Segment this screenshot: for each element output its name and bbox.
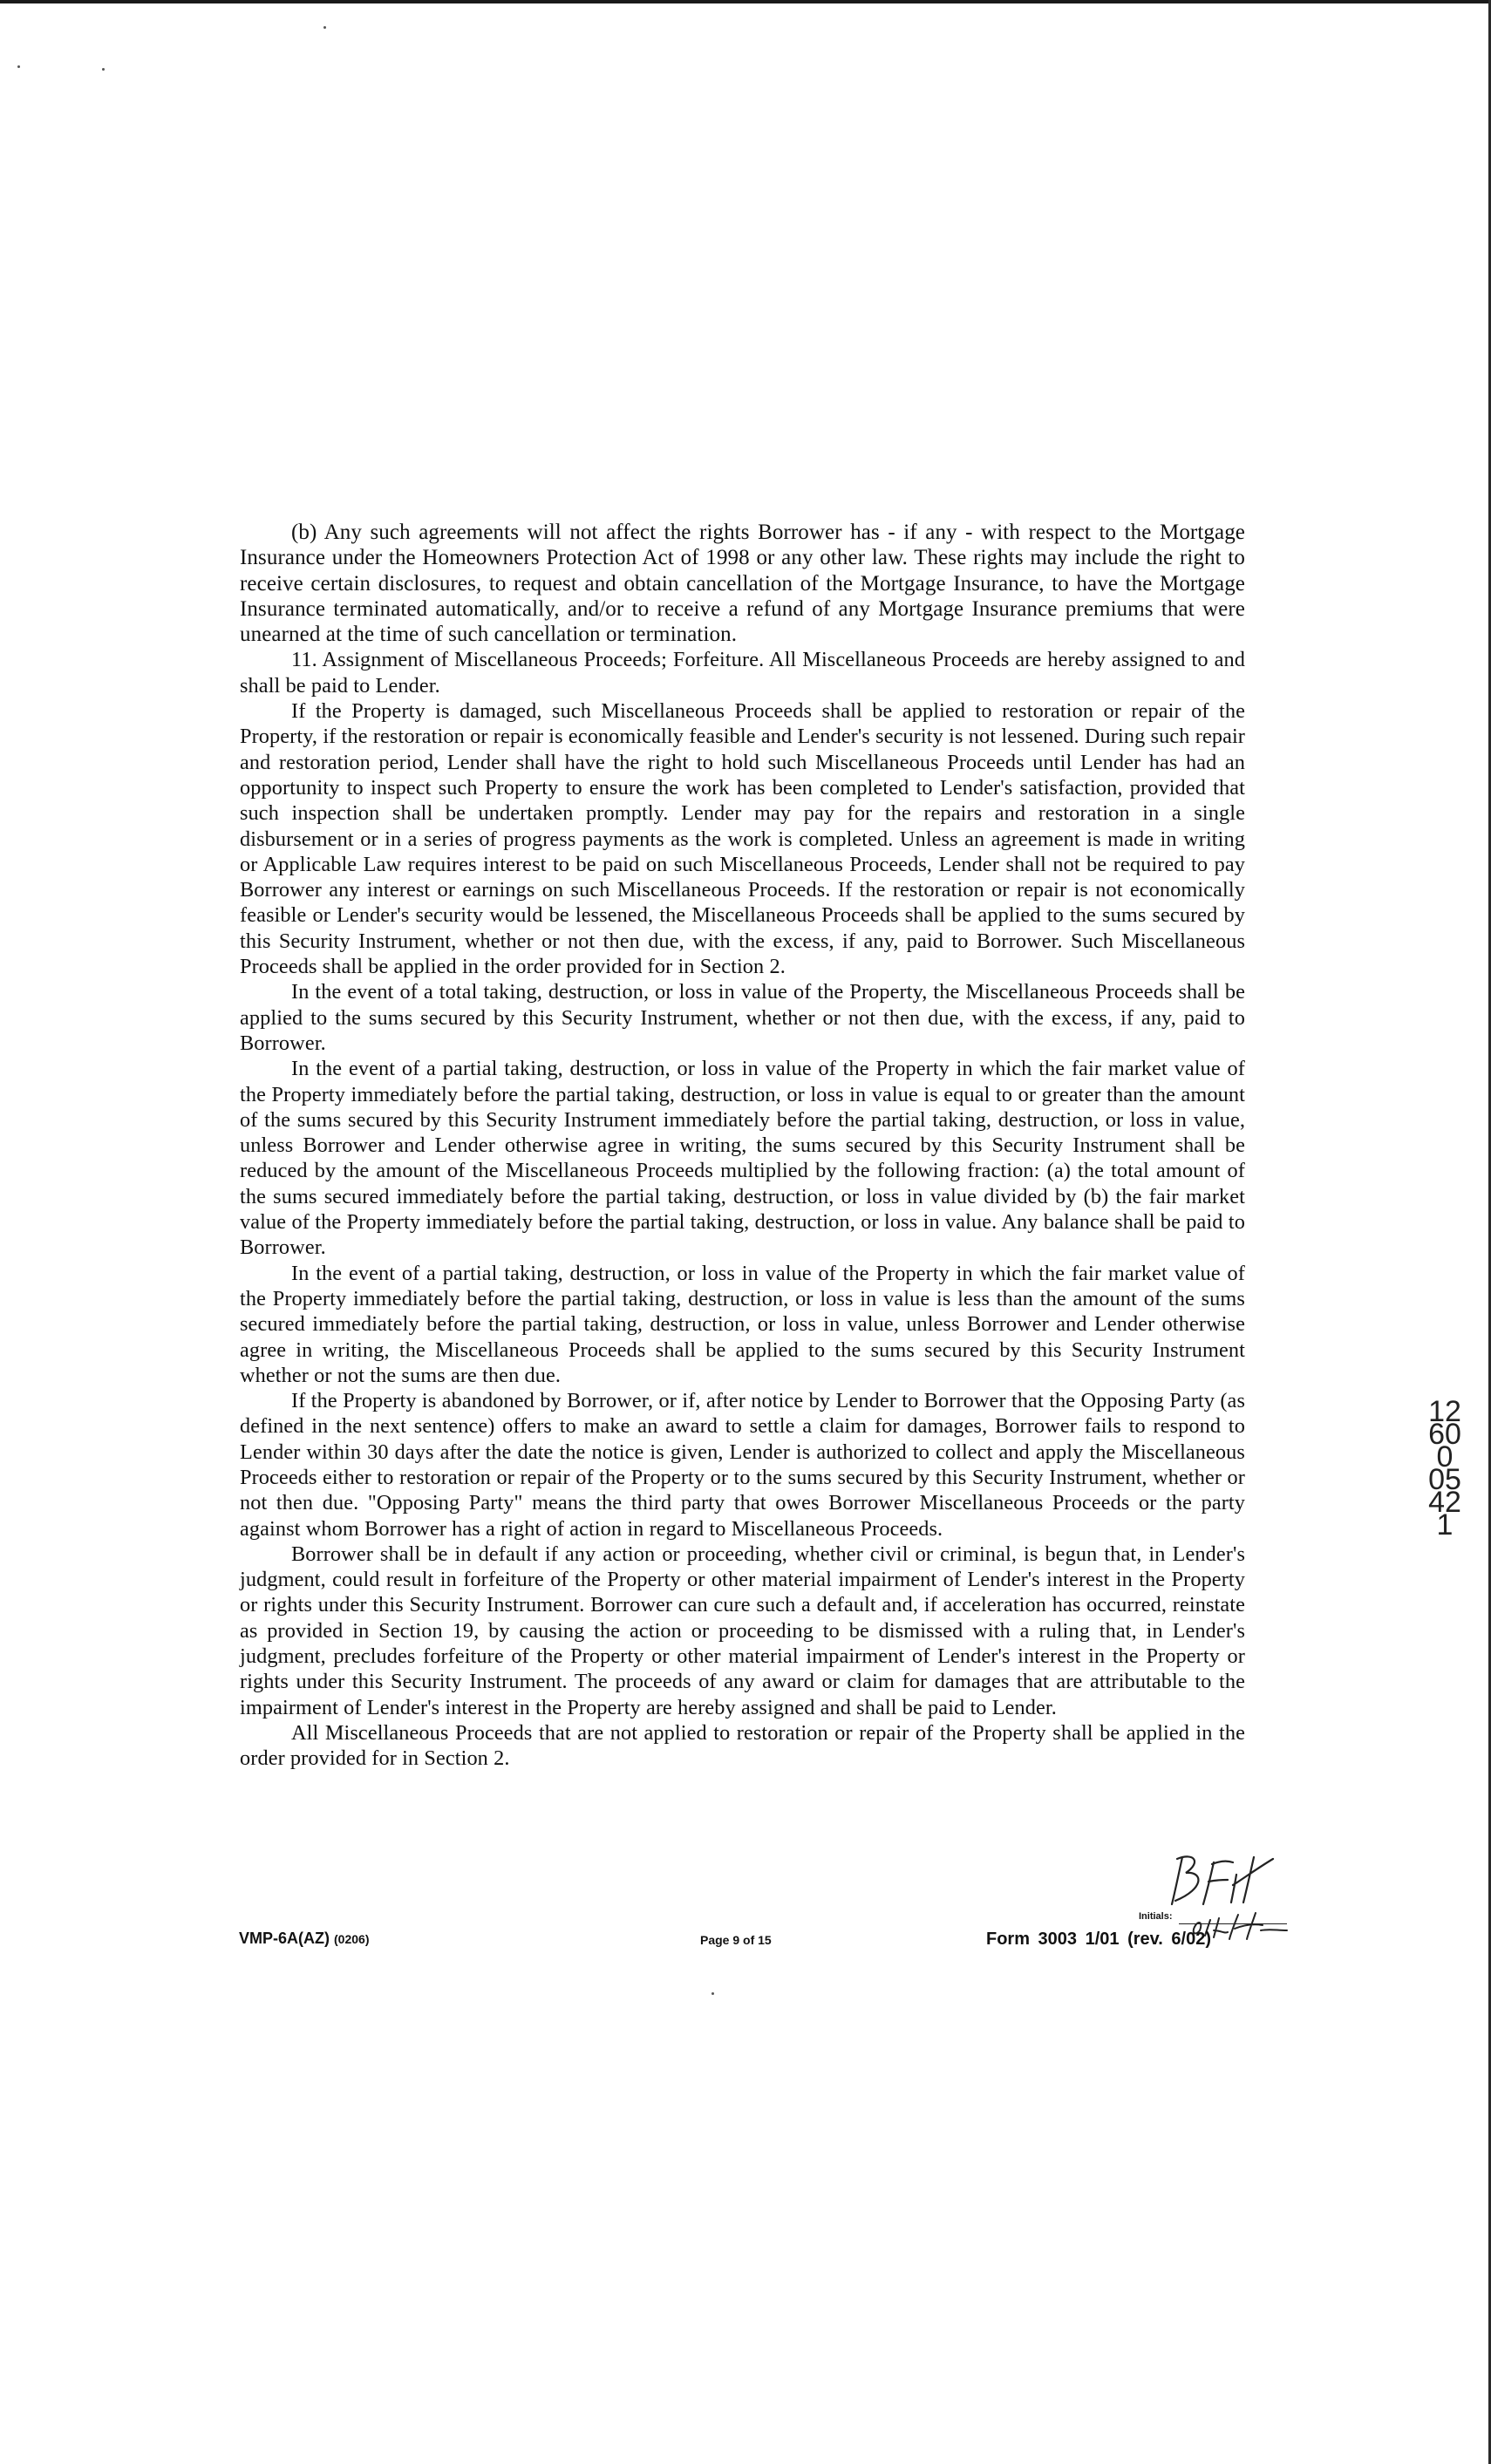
initials-signature-line <box>1179 1923 1287 1924</box>
footer-form-number: Form 3003 1/01 (rev. 6/02) <box>986 1930 1211 1949</box>
paragraph-default: Borrower shall be in default if any action or proceeding, whether civil or criminal, is begun that, in Lender's judgment, could result in forfeiture of the Property or other material impairment of Lender's interest in the Property or rights under this Security Instrument. Borrower can cure such a default and, if acceleration has occurred, reinstate as provided in Section 19, by causing the action or proceeding to be dismissed with a ruling that, in Lender's judgment, precludes forfeiture of the Property or other material impairment of Lender's interest in the Property or rights under this Security Instrument. The proceeds of any award or claim for damages that are attributable to the impairment of Lender's interest in the Property are hereby assigned and shall be paid to Lender. <box>240 1542 1245 1719</box>
initials-label: Initials: <box>1139 1911 1173 1922</box>
section-11-heading-paragraph <box>240 647 1245 698</box>
scan-speck <box>711 1992 714 1995</box>
scan-speck <box>17 65 20 68</box>
scan-speck <box>323 26 326 29</box>
form-code: (0206) <box>334 1932 370 1946</box>
document-body <box>240 520 1245 1772</box>
paragraph-total-taking: In the event of a total taking, destruction, or loss in value of the Property, the Miscellaneous Proceeds shall be applied to the sums secured by this Security Instrument, whether or not then due, with the excess, if any, paid to Borrower. <box>240 980 1245 1055</box>
page-top-edge <box>0 0 1491 3</box>
paragraph-abandoned: If the Property is abandoned by Borrower, or if, after notice by Lender to Borrower that the Opposing Party (as defined in the next sentence) offers to make an award to settle a claim for damages, Borrower fails to respond to Lender within 30 days after the date the notice is given, Lender is authorized to collect and apply the Miscellaneous Proceeds either to restoration or repair of the Property or to the sums secured by this Security Instrument, whether or not then due. "Opposing Party" means the third party that owes Borrower Miscellaneous Proceeds or the party against whom Borrower has a right of action in regard to Miscellaneous Proceeds. <box>240 1389 1245 1541</box>
section-11-title: 11. Assignment of Miscellaneous Proceeds; Forfeiture. <box>291 648 765 672</box>
scan-speck <box>102 68 105 71</box>
paragraph-partial-taking-greater: In the event of a partial taking, destruction, or loss in value of the Property in which the fair market value of the Property immediately before the partial taking, destruction, or loss in value is equal to or greater than the amount of the sums secured by this Security Instrument immediately before the partial taking, destruction, or loss in value, unless Borrower and Lender otherwise agree in writing, the sums secured by this Security Instrument shall be reduced by the amount of the Miscellaneous Proceeds multiplied by the following fraction: (a) the total amount of the sums secured immediately before the partial taking, destruction, or loss in value divided by (b) the fair market value of the Property immediately before the partial taking, destruction, or loss in value. Any balance shall be paid to Borrower. <box>240 1057 1245 1260</box>
paragraph-partial-taking-less: In the event of a partial taking, destruction, or loss in value of the Property in which the fair market value of the Property immediately before the partial taking, destruction, or loss in value is less than the amount of the sums secured immediately before the partial taking, destruction, or loss in value, unless Borrower and Lender otherwise agree in writing, the Miscellaneous Proceeds shall be applied to the sums secured by this Security Instrument whether or not the sums are then due. <box>240 1261 1245 1387</box>
paragraph-order-applied: All Miscellaneous Proceeds that are not applied to restoration or repair of the Property shall be applied in the order provided for in Section 2. <box>240 1720 1245 1771</box>
footer-page-number: Page 9 of 15 <box>700 1933 772 1947</box>
bates-number: 12600 05421 <box>1428 1395 1461 1542</box>
form-id: VMP-6A(AZ) <box>239 1930 330 1947</box>
paragraph-damage: If the Property is damaged, such Miscellaneous Proceeds shall be applied to restoration or repair of the Property, if the restoration or repair is economically feasible and Lender's security is not lessened. During such repair and restoration period, Lender shall have the right to hold such Miscellaneous Proceeds until Lender has had an opportunity to inspect such Property to ensure the work has been completed to Lender's satisfaction, provided that such inspection shall be undertaken promptly. Lender may pay for the repairs and restoration in a single disbursement or in a series of progress payments as the work is completed. Unless an agreement is made in writing or Applicable Law requires interest to be paid on such Miscellaneous Proceeds, Lender shall not be required to pay Borrower any interest or earnings on such Miscellaneous Proceeds. If the restoration or repair is not economically feasible or Lender's security would be lessened, the Miscellaneous Proceeds shall be applied to the sums secured by this Security Instrument, whether or not then due, with the excess, if any, paid to Borrower. Such Miscellaneous Proceeds shall be applied in the order provided for in Section 2. <box>240 699 1245 979</box>
section-11-intro: All Miscellaneous Proceeds are hereby assigned to and shall be paid to Lender. <box>240 648 1245 698</box>
paragraph-b: (b) Any such agreements will not affect the rights Borrower has - if any - with respect to the Mortgage Insurance under the Homeowners Protection Act of 1998 or any other law. These rights may include the right to receive certain disclosures, to request and obtain cancellation of the Mortgage Insurance, to have the Mortgage Insurance terminated automatically, and/or to receive a refund of any Mortgage Insurance premiums that were unearned at the time of such cancellation or termination. <box>240 521 1245 647</box>
footer-form-id <box>239 1930 369 1948</box>
